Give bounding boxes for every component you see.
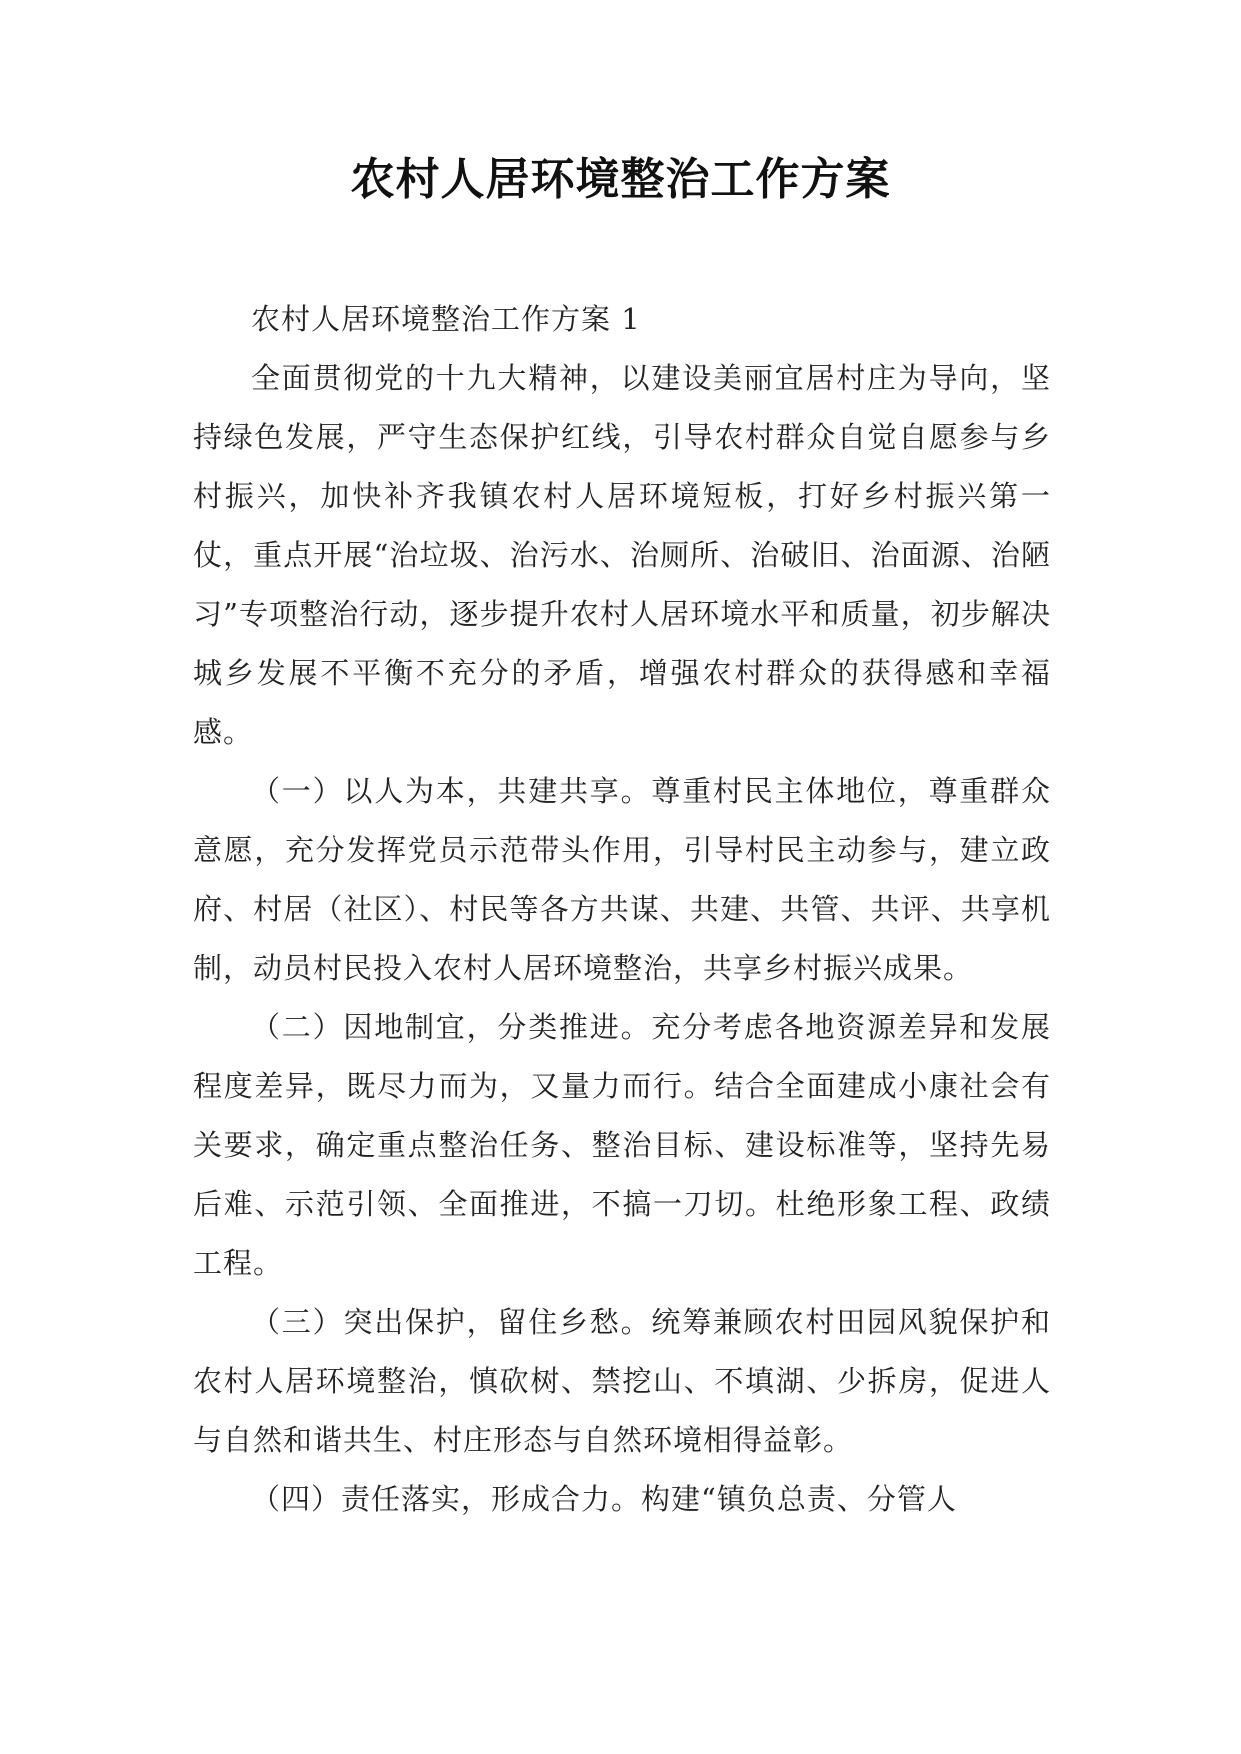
document-title: 农村人居环境整治工作方案 (350, 154, 891, 205)
document-subtitle: 农村人居环境整治工作方案 1 (251, 302, 641, 336)
paragraph-intro: 全面贯彻党的十九大精神，以建设美丽宜居村庄为导向，坚持绿色发展，严守生态保护红线，引导农村群众自觉自愿参与乡村振兴，加快补齐我镇农村人居环境短板，打好乡村振兴第一仗，重点开展“治垃圾、治污水、治厕所、治破旧、治面源、治陋习”专项整治行动，逐步提升农村人居环境水平和质量，初步解决城乡发展不平衡不充分的矛盾，增强农村群众的获得感和幸福感。 (193, 361, 1051, 749)
paragraph-principle-3: （三）突出保护，留住乡愁。统筹兼顾农村田园风貌保护和农村人居环境整治，慎砍树、禁挖山、不填湖、少拆房，促进人与自然和谐共生、村庄形态与自然环境相得益彰。 (193, 1305, 1051, 1457)
paragraph-principle-4: （四）责任落实，形成合力。构建“镇负总责、分管人 (251, 1482, 957, 1516)
document-body (193, 290, 1051, 1529)
paragraph-principle-1: （一）以人为本，共建共享。尊重村民主体地位，尊重群众意愿，充分发挥党员示范带头作用，引导村民主动参与，建立政府、村居（社区）、村民等各方共谋、共建、共管、共评、共享机制，动员村民投入农村人居环境整治，共享乡村振兴成果。 (193, 774, 1051, 985)
paragraph-principle-2: （二）因地制宜，分类推进。充分考虑各地资源差异和发展程度差异，既尽力而为，又量力而行。结合全面建成小康社会有关要求，确定重点整治任务、整治目标、建设标准等，坚持先易后难、示范引领、全面推进，不搞一刀切。杜绝形象工程、政绩工程。 (193, 1010, 1051, 1280)
